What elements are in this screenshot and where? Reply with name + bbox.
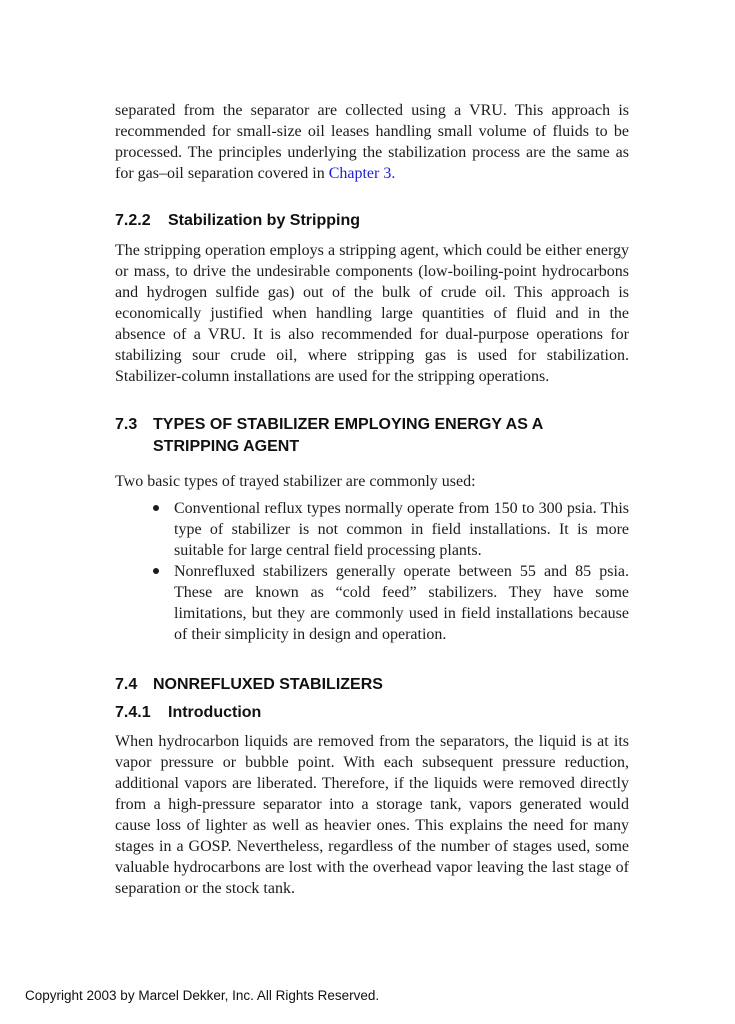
heading-7-4-1-number: 7.4.1 xyxy=(115,704,151,721)
heading-7-3-title: TYPES OF STABILIZER EMPLOYING ENERGY AS A STRIPPING AGENT xyxy=(153,416,543,455)
paragraph-two-types: Two basic types of trayed stabilizer are commonly used: xyxy=(115,473,476,490)
heading-7-4 xyxy=(115,674,629,695)
heading-7-4-1 xyxy=(115,702,629,723)
heading-7-4-number: 7.4 xyxy=(115,676,138,693)
list-item-conventional-reflux xyxy=(115,498,629,561)
heading-7-3 xyxy=(115,414,629,458)
list-item-nonrefluxed xyxy=(115,561,629,645)
heading-7-4-title: NONREFLUXED STABILIZERS xyxy=(153,676,383,693)
heading-7-4-1-title: Introduction xyxy=(168,704,262,721)
list-item-text: Nonrefluxed stabilizers generally operate between 55 and 85 psia. These are known as “cold feed” stabilizers. They have some limitations, but they are commonly used in field installations because of their simplicity in design and operation. xyxy=(174,563,629,643)
paragraph-vru xyxy=(115,100,629,184)
paragraph-introduction: When hydrocarbon liquids are removed from the separators, the liquid is at its vapor pressure or bubble point. With each subsequent pressure reduction, additional vapors are liberated. Therefore, if the liquids were removed directly from a high-pressure separator into a storage tank, vapors generated would cause loss of lighter as well as heavier ones. This explains the need for many stages in a GOSP. Nevertheless, regardless of the number of stages used, some valuable hydrocarbons are lost with the overhead vapor leaving the last stage of separation or the stock tank. xyxy=(115,733,629,897)
paragraph-stripping: The stripping operation employs a stripping agent, which could be either energy or mass, to drive the undesirable components (low-boiling-point hydrocarbons and hydrogen sulfide gas) out of the bulk of crude oil. This approach is economically justified when handling large quantities of fluid and in the absence of a VRU. It is also recommended for dual-purpose operations for stabilizing sour crude oil, where stripping gas is used for stabilization. Stabilizer-column installations are used for the stripping operations. xyxy=(115,242,629,385)
bullet-icon xyxy=(153,505,159,511)
bullet-icon xyxy=(153,568,159,574)
stabilizer-types-list xyxy=(115,498,629,645)
heading-7-3-number: 7.3 xyxy=(115,416,138,433)
list-item-text: Conventional reflux types normally operate from 150 to 300 psia. This type of stabilizer is not common in field installations. It is more suitable for large central field processing plants. xyxy=(174,500,629,559)
heading-7-2-2-number: 7.2.2 xyxy=(115,212,151,229)
copyright-notice: Copyright 2003 by Marcel Dekker, Inc. All Rights Reserved. xyxy=(25,988,380,1003)
heading-7-2-2-title: Stabilization by Stripping xyxy=(168,212,360,229)
page-content xyxy=(115,100,629,899)
heading-7-2-2 xyxy=(115,210,629,231)
chapter-3-link[interactable]: Chapter 3. xyxy=(328,165,396,182)
paragraph-vru-text: separated from the separator are collected using a VRU. This approach is recommended for small-size oil leases handling small volume of fluids to be processed. The principles underlying the stabilization process are the same as for gas–oil separation covered in xyxy=(115,102,629,182)
